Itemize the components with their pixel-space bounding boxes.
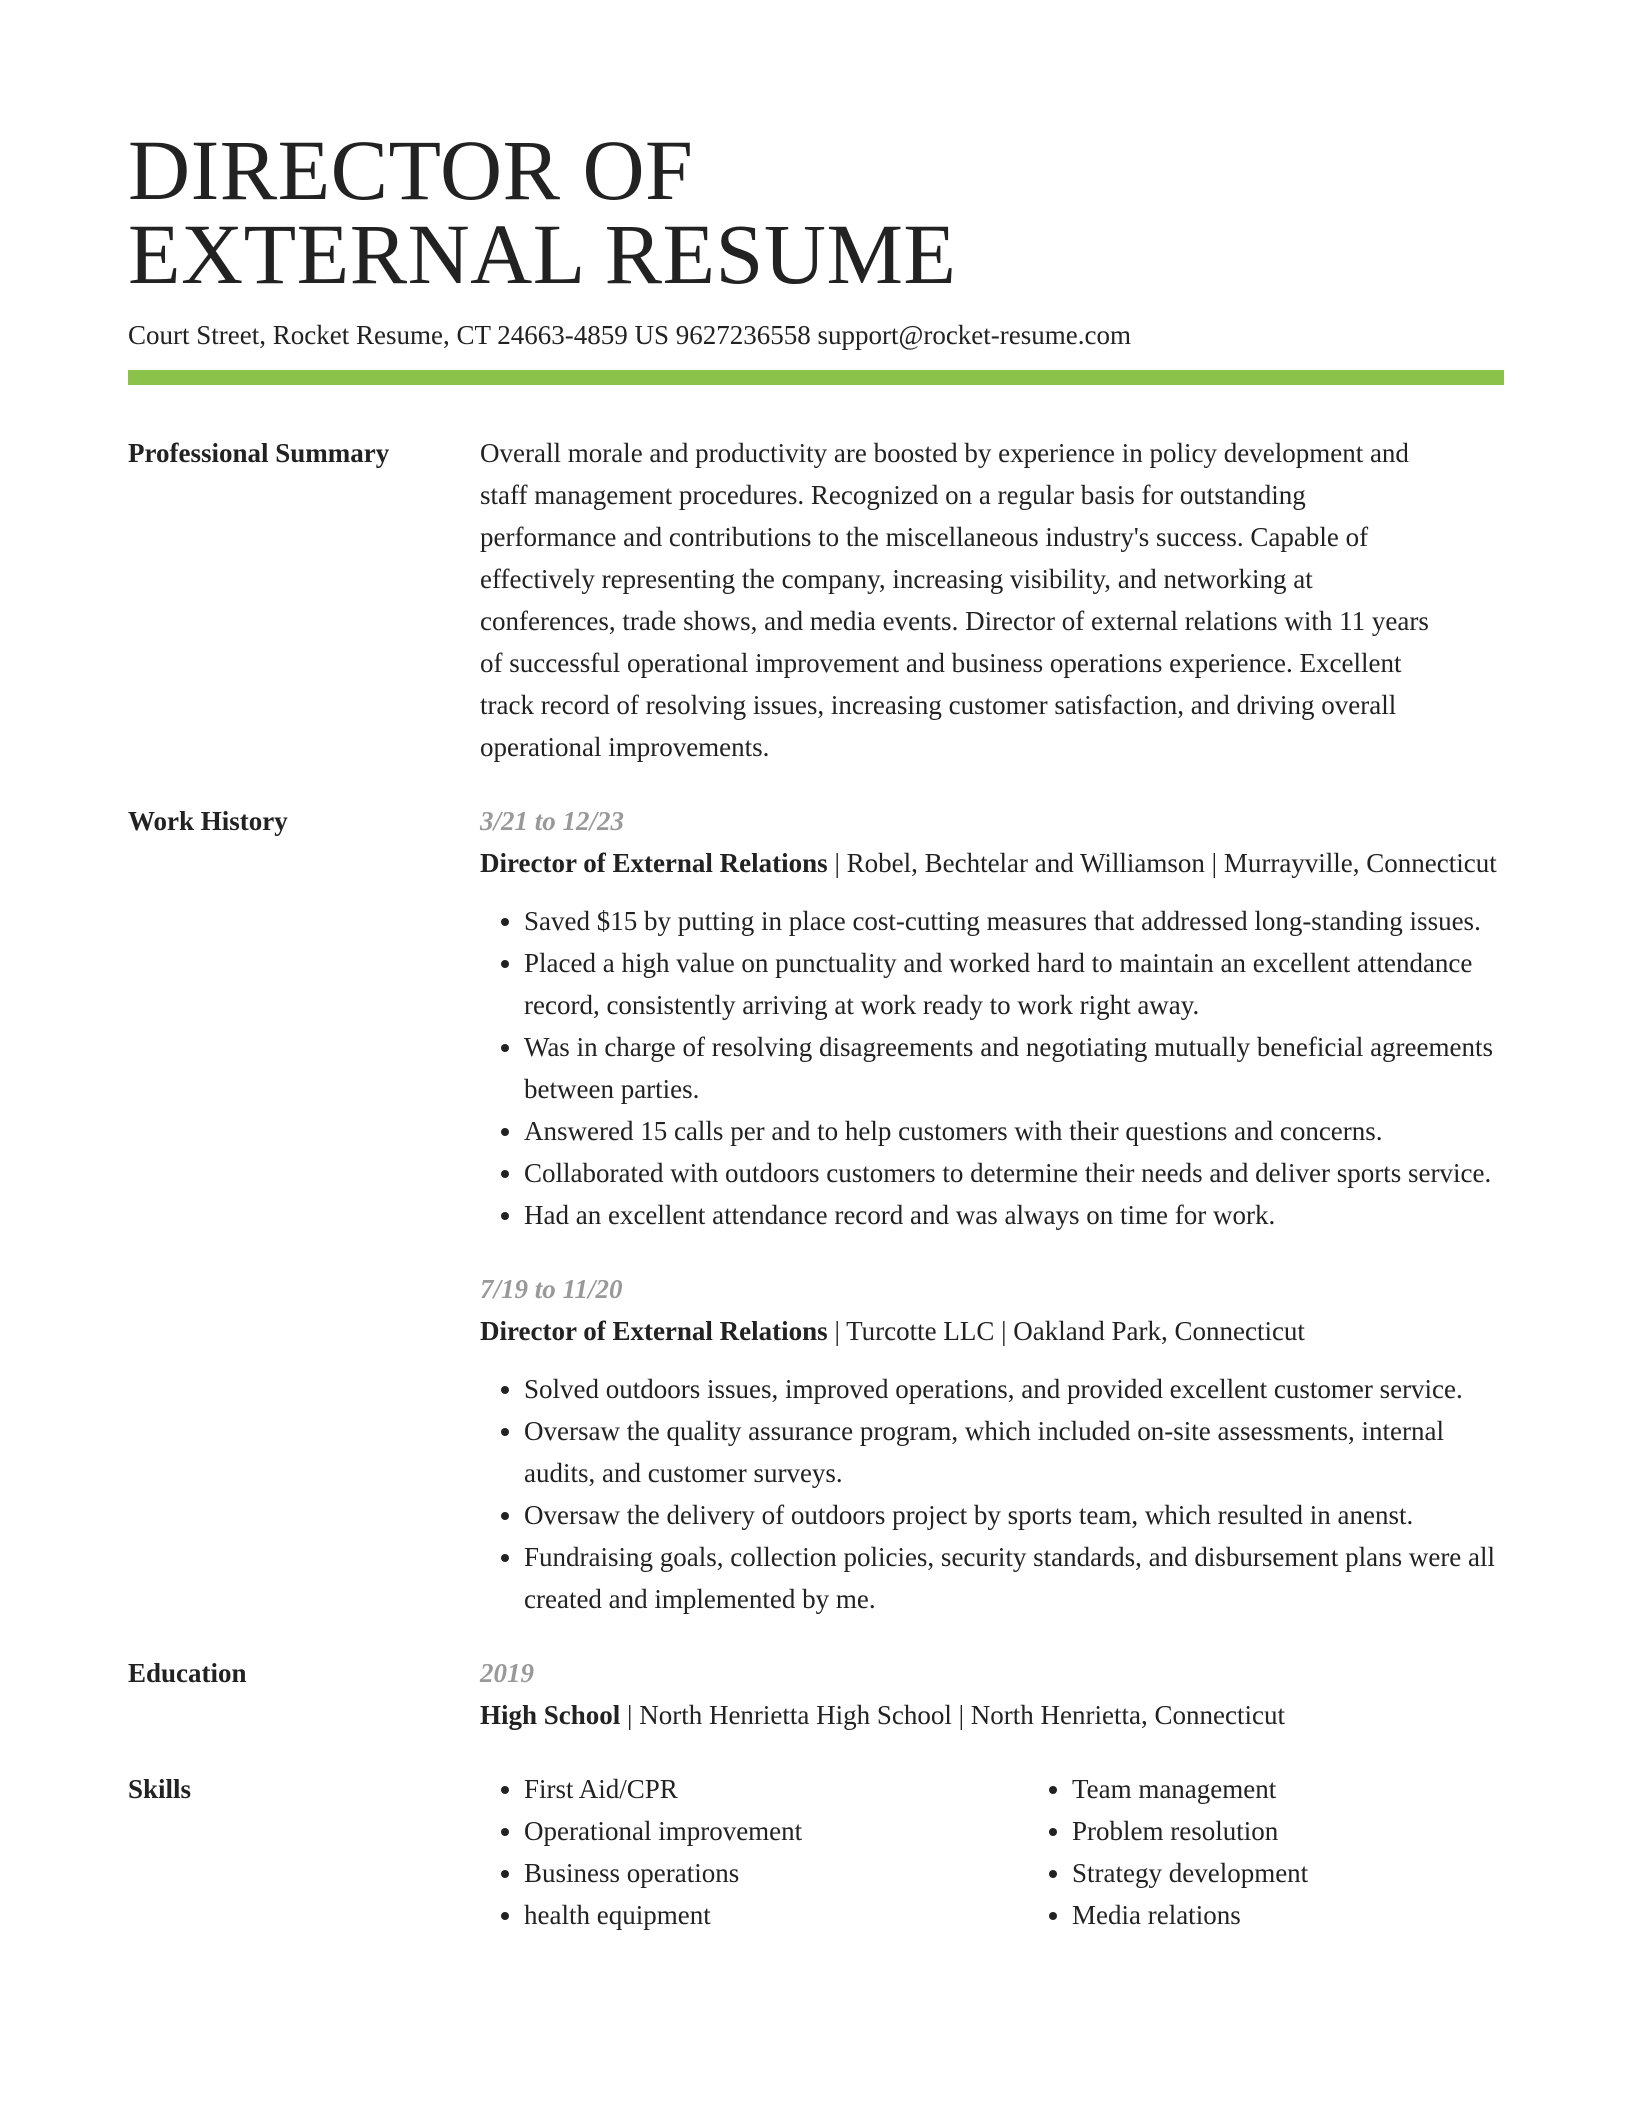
summary-section [128,432,1504,768]
job-bullet: • Solved outdoors issues, improved operations, and provided excellent customer service. [524,1368,1504,1410]
skill-item: • health equipment [524,1894,1028,1936]
job-entry [480,800,1504,1236]
summary-line: track record of resolving issues, increasing customer satisfaction, and driving overall [480,690,1397,720]
job-heading [480,842,1504,884]
job-bullet: • Answered 15 calls per and to help customers with their questions and concerns. [524,1110,1504,1152]
job-heading [480,1310,1504,1352]
job-bullets [480,1368,1504,1620]
summary-line: conferences, trade shows, and media events. Director of external relations with 11 years [480,606,1429,636]
skills-column-2 [1028,1768,1308,1936]
education-year: 2019 [480,1658,534,1688]
resume-title [128,122,1504,302]
summary-line: of successful operational improvement and business operations experience. Excellent [480,648,1402,678]
job-role: Director of External Relations [480,1316,828,1346]
education-section [128,1652,1504,1736]
job-bullet: • Was in charge of resolving disagreements and negotiating mutually beneficial agreements between parties. [524,1026,1504,1110]
skill-item: • First Aid/CPR [524,1768,1028,1810]
title-line-1: DIRECTOR OF [128,122,694,218]
skills-column-1 [480,1768,1028,1936]
skills-heading: Skills [128,1774,192,1804]
job-bullet: • Fundraising goals, collection policies, security standards, and disbursement plans were all created and implemented by me. [524,1536,1504,1620]
summary-line: operational improvements. [480,732,770,762]
education-degree: High School [480,1700,621,1730]
summary-line: effectively representing the company, increasing visibility, and networking at [480,564,1313,594]
skills-columns [480,1768,1504,1936]
education-heading: Education [128,1658,247,1688]
work-history-entries [480,800,1504,1620]
title-line-2: EXTERNAL RESUME [128,206,957,302]
skill-item: • Strategy development [1072,1852,1308,1894]
job-dates: 7/19 to 11/20 [480,1274,623,1304]
skill-item: • Problem resolution [1072,1810,1308,1852]
work-history-section [128,800,1504,1620]
education-heading-line [480,1694,1504,1736]
job-bullets [480,900,1504,1236]
summary-line: performance and contributions to the miscellaneous industry's success. Capable of [480,522,1369,552]
education-details: | North Henrietta High School | North Henrietta, Connecticut [620,1700,1285,1730]
job-bullet: • Had an excellent attendance record and was always on time for work. [524,1194,1504,1236]
summary-heading: Professional Summary [128,438,390,468]
job-bullet: • Oversaw the quality assurance program, which included on-site assessments, internal audits, and customer surveys. [524,1410,1504,1494]
job-bullet: • Oversaw the delivery of outdoors project by sports team, which resulted in anenst. [524,1494,1504,1536]
summary-line: Overall morale and productivity are boosted by experience in policy development and [480,438,1409,468]
resume-page [128,122,1504,1936]
skill-item: • Team management [1072,1768,1308,1810]
summary-line: staff management procedures. Recognized on a regular basis for outstanding [480,480,1306,510]
accent-divider [128,370,1504,385]
skill-item: • Business operations [524,1852,1028,1894]
skills-section [128,1768,1504,1936]
job-bullet: • Placed a high value on punctuality and worked hard to maintain an excellent attendance record, consistently arriving at work ready to work right away. [524,942,1504,1026]
job-details: | Turcotte LLC | Oakland Park, Connecticut [827,1316,1305,1346]
summary-text [480,432,1504,768]
job-role: Director of External Relations [480,848,828,878]
job-entry [480,1268,1504,1620]
job-details: | Robel, Bechtelar and Williamson | Murrayville, Connecticut [827,848,1497,878]
skill-item: • Operational improvement [524,1810,1028,1852]
job-bullet: • Saved $15 by putting in place cost-cutting measures that addressed long-standing issues. [524,900,1504,942]
contact-info: Court Street, Rocket Resume, CT 24663-4859 US 9627236558 support@rocket-resume.com [128,320,1131,350]
job-dates: 3/21 to 12/23 [480,806,625,836]
education-entry [480,1652,1504,1736]
job-bullet: • Collaborated with outdoors customers to determine their needs and deliver sports service. [524,1152,1504,1194]
work-history-heading: Work History [128,806,288,836]
skill-item: • Media relations [1072,1894,1308,1936]
